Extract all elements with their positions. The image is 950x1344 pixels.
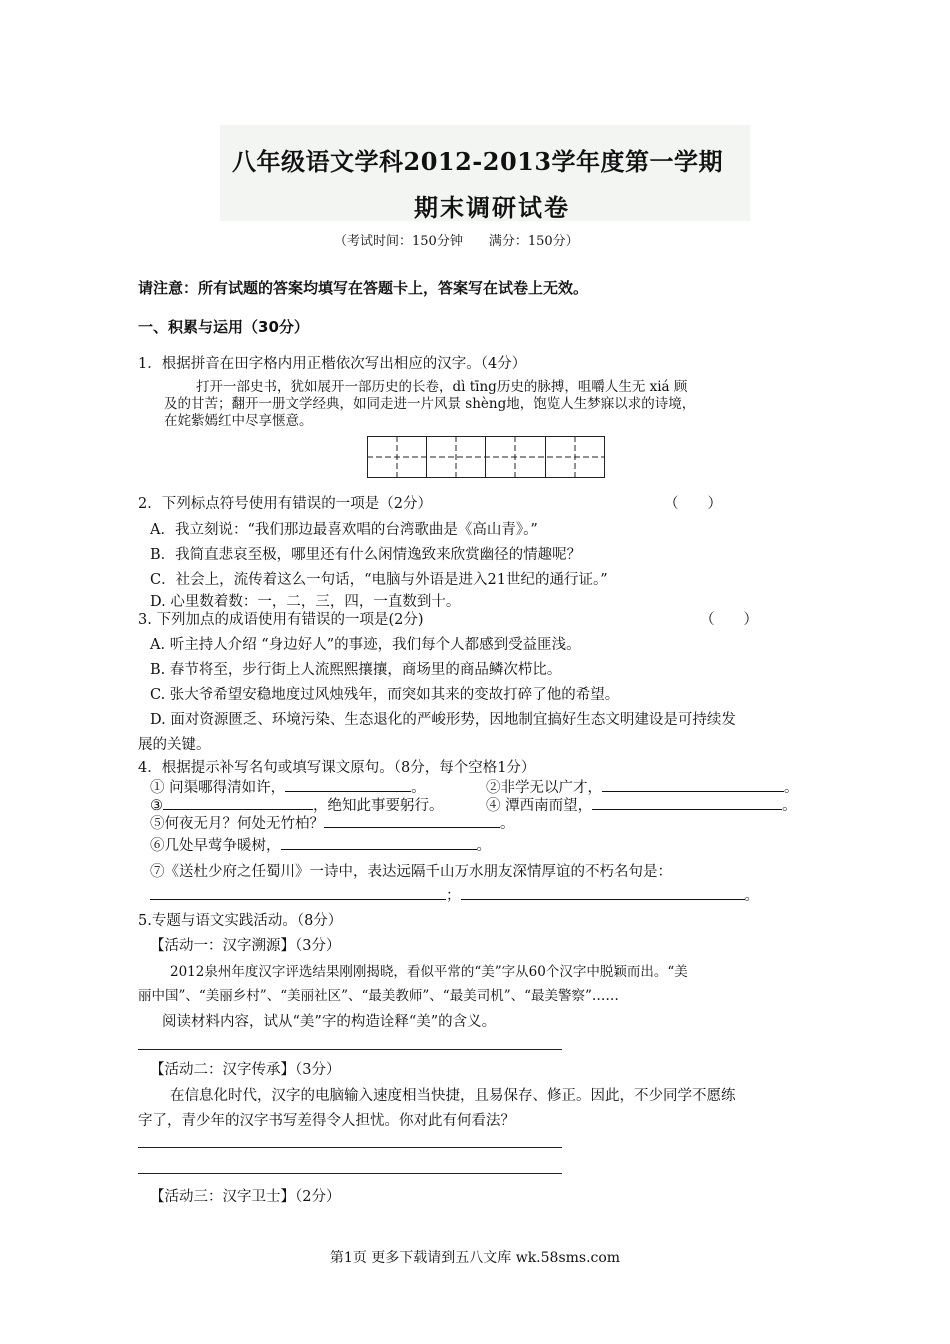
q2-option-b: B．我简直悲哀至极，哪里还有什么闲情逸致来欣赏幽径的情趣呢？ bbox=[150, 547, 582, 563]
q4-item-7: ⑦《送杜少府之任蜀川》一诗中，表达远隔千山万水朋友深情厚谊的不朽名句是： bbox=[150, 864, 672, 880]
q4-semicolon: ； bbox=[446, 888, 461, 904]
q4-blank-2[interactable] bbox=[602, 777, 784, 792]
activity-1-line2: 丽中国”、“美丽乡村”、“美丽社区”、“最美教师”、“最美司机”、“最美警察”…… bbox=[138, 988, 619, 1004]
q4-stem: 4．根据提示补写名句或填写课文原句。（8分，每个空格1分） bbox=[138, 760, 536, 776]
exam-title: 八年级语文学科2012-2013学年度第一学期 bbox=[232, 147, 724, 176]
q4-blank-4[interactable] bbox=[592, 795, 782, 810]
activity-2-line1: 在信息化时代，汉字的电脑输入速度相当快捷，且易保存、修正。因此，不少同学不愿练 bbox=[170, 1088, 736, 1104]
q4-blank-1[interactable] bbox=[285, 777, 411, 792]
q2-option-d: D. 心里数着数：一，二，三，四，一直数到十。 bbox=[150, 594, 461, 610]
q4-item-3-num: ③ bbox=[150, 798, 163, 814]
q3-option-d: D. 面对资源匮乏、环境污染、生态退化的严峻形势，因地制宜搞好生态文明建设是可持续发 bbox=[150, 712, 736, 728]
activity-1-line1: 2012泉州年度汉字评选结果刚刚揭晓，看似平常的“美”字从60个汉字中脱颖而出。“美 bbox=[170, 964, 688, 980]
q4-blank-7a[interactable] bbox=[150, 885, 446, 900]
q4-item-4 bbox=[486, 794, 797, 815]
q3-option-d-cont: 展的关键。 bbox=[138, 737, 211, 753]
q4-period-2: 。 bbox=[784, 780, 799, 796]
q4-period-6: 。 bbox=[476, 838, 491, 854]
q4-blank-6[interactable] bbox=[281, 835, 477, 850]
q4-item-5 bbox=[150, 812, 515, 833]
activity-1-answer-line[interactable] bbox=[138, 1049, 562, 1050]
q1-passage-line2: 及的甘苦；翻开一册文学经典，如同走进一片风景 shèng地，饱览人生梦寐以求的诗境， bbox=[164, 396, 696, 412]
q4-item-7-blanks bbox=[150, 884, 759, 905]
q2-option-c: C．社会上，流传着这么一句话，“电脑与外语是进入21世纪的通行证。” bbox=[150, 572, 608, 588]
q2-option-a: A．我立刻说：“我们那边最喜欢唱的台湾歌曲是《高山青》。” bbox=[150, 522, 538, 538]
q4-period-4: 。 bbox=[782, 798, 797, 814]
q4-period-7: 。 bbox=[744, 888, 759, 904]
page-footer: 第1页 更多下载请到五八文库 wk.58sms.com bbox=[329, 1250, 621, 1266]
q3-option-c: C. 张大爷希望安稳地度过风烛残年，而突如其来的变故打碎了他的希望。 bbox=[150, 687, 620, 703]
q4-item-4-text: ④ 潭西南而望， bbox=[486, 798, 593, 814]
q4-period-1: 。 bbox=[411, 780, 426, 796]
notice: 请注意：所有试题的答案均填写在答题卡上，答案写在试卷上无效。 bbox=[138, 279, 589, 297]
activity-2-answer-line-1[interactable] bbox=[138, 1147, 562, 1148]
q4-blank-3[interactable] bbox=[163, 795, 313, 810]
exam-info: （考试时间：150分钟 满分：150分） bbox=[334, 234, 579, 249]
q3-option-a: A. 听主持人介绍 “身边好人”的事迹，我们每个人都感到受益匪浅。 bbox=[150, 637, 581, 653]
activity-2-line2: 字了，青少年的汉字书写差得令人担忧。你对此有何看法？ bbox=[138, 1113, 515, 1129]
activity-1-question: 阅读材料内容，试从“美”字的构造诠释“美”的含义。 bbox=[162, 1014, 497, 1030]
q1-passage-line3: 在姹紫嫣红中尽享惬意。 bbox=[164, 413, 313, 429]
activity-1-title: 【活动一：汉字溯源】（3分） bbox=[150, 938, 341, 954]
q4-item-1-text: ① 问渠哪得清如许， bbox=[150, 780, 286, 796]
q4-blank-7b[interactable] bbox=[461, 885, 745, 900]
q4-item-2-text: ②非学无以广才， bbox=[486, 780, 602, 796]
activity-3-title: 【活动三：汉字卫士】（2分） bbox=[150, 1189, 341, 1205]
q1-passage-line1: 打开一部史书，犹如展开一部历史的长卷，dì tīng历史的脉搏，咀嚼人生无 xiá 顾 bbox=[196, 379, 688, 395]
q1-stem: 1．根据拼音在田字格内用正楷依次写出相应的汉字。（4分） bbox=[138, 356, 527, 372]
q3-option-b: B. 春节将至，步行街上人流熙熙攘攘，商场里的商品鳞次栉比。 bbox=[150, 662, 562, 678]
q2-answer-paren[interactable]: （ ） bbox=[664, 496, 722, 512]
q4-item-5-text: ⑤何夜无月？何处无竹柏？ bbox=[150, 816, 324, 832]
tianzige-grid[interactable] bbox=[367, 436, 605, 478]
q2-stem: 2．下列标点符号使用有错误的一项是（2分） bbox=[138, 496, 432, 512]
q4-item-6-text: ⑥几处早莺争暖树， bbox=[150, 838, 281, 854]
q4-blank-5[interactable] bbox=[324, 813, 500, 828]
q5-stem: 5.专题与语文实践活动。（8分） bbox=[138, 913, 343, 929]
exam-subtitle: 期末调研试卷 bbox=[414, 193, 570, 222]
q4-item-3-text: ，绝知此事要躬行。 bbox=[313, 798, 444, 814]
activity-2-answer-line-2[interactable] bbox=[138, 1173, 562, 1174]
q4-period-5: 。 bbox=[500, 816, 515, 832]
q4-item-6 bbox=[150, 834, 491, 855]
activity-2-title: 【活动二：汉字传承】（3分） bbox=[150, 1062, 341, 1078]
q3-answer-paren[interactable]: （ ） bbox=[700, 612, 758, 628]
section-heading: 一、积累与运用（30分） bbox=[138, 318, 309, 336]
q3-stem: 3. 下列加点的成语使用有错误的一项是(2分) bbox=[138, 612, 424, 628]
